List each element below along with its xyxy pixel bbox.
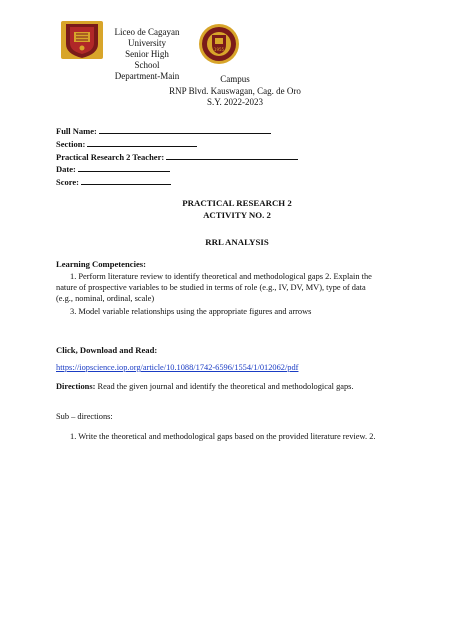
teacher-label: Practical Research 2 Teacher: (56, 151, 165, 162)
activity-subtitle: RRL ANALYSIS (205, 237, 269, 247)
competency-item: (e.g., nominal, ordinal, scale) (56, 294, 155, 303)
school-line: Liceo de Cagayan (114, 27, 180, 37)
address-line: RNP Blvd. Kauswagan, Cag. de Oro (169, 85, 301, 96)
date-field[interactable] (78, 163, 170, 172)
directions-label: Directions: (56, 382, 96, 391)
student-info-fields (56, 125, 298, 189)
activity-number: ACTIVITY NO. 2 (203, 210, 271, 220)
activity-title: PRACTICAL RESEARCH 2 (182, 198, 292, 208)
section-field[interactable] (87, 138, 197, 147)
journal-link[interactable]: https://iopscience.iop.org/article/10.1088/1742-6596/1554/1/012062/pdf (56, 363, 299, 372)
resource-heading: Click, Download and Read: (56, 345, 158, 355)
date-label: Date: (56, 164, 76, 175)
competencies-heading: Learning Competencies: (56, 259, 146, 269)
address-line: Campus (220, 74, 250, 84)
school-line: University (128, 38, 166, 48)
score-field[interactable] (81, 176, 171, 185)
directions (56, 381, 354, 392)
seal-year: 1955 (213, 47, 225, 52)
competency-item: 3. Model variable relationships using the appropriate figures and arrows (70, 307, 312, 316)
sub-direction-item: 1. Write the theoretical and methodological gaps based on the provided literature review. 2. (70, 432, 376, 441)
directions-text: Read the given journal and identify the theoretical and methodological gaps. (95, 382, 354, 391)
sub-directions-heading: Sub – directions: (56, 412, 113, 421)
section-label: Section: (56, 138, 86, 149)
teacher-field[interactable] (166, 151, 298, 160)
full-name-field[interactable] (99, 125, 271, 134)
address-line: S.Y. 2022-2023 (206, 97, 264, 107)
university-seal-icon (198, 23, 240, 65)
school-line: Department-Main (114, 71, 180, 81)
school-line: Senior High School (125, 49, 169, 70)
competency-item: 1. Perform literature review to identify theoretical and methodological gaps 2. Explain the (70, 272, 372, 281)
full-name-label: Full Name: (56, 126, 97, 136)
score-label: Score: (56, 177, 79, 188)
university-crest-icon (60, 20, 104, 60)
competency-item: nature of prospective variables to be studied in terms of role (e.g., IV, DV, MV), type of data (56, 283, 366, 292)
school-address (150, 74, 320, 109)
